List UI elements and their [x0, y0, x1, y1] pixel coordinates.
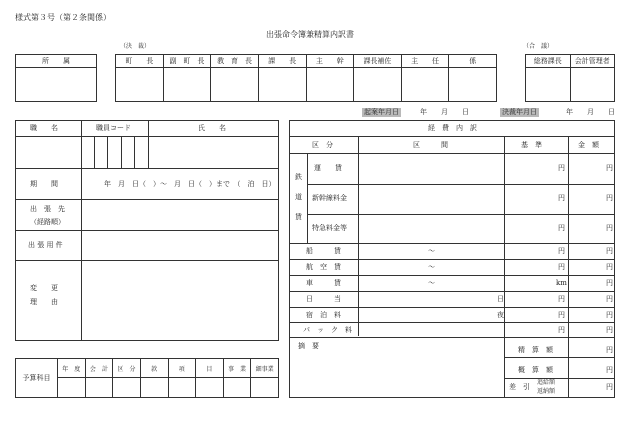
form-title: 出張命令簿兼精算内訳書 [266, 30, 354, 39]
budget-col: 事 業 [223, 359, 251, 378]
gougi-label: （合 議） [523, 43, 554, 50]
yen-unit: 円 [606, 194, 613, 202]
shokumei-label: 職 名 [30, 124, 58, 132]
kessai-col: 副 町 長 [163, 55, 211, 68]
other-row-label: 車 賃 [306, 279, 341, 287]
yen-unit: 円 [558, 164, 565, 172]
tekiyo-label: 摘 要 [298, 342, 319, 350]
budget-field[interactable] [196, 378, 224, 398]
budget-col: 区 分 [113, 359, 141, 378]
shimei-label: 氏 名 [198, 124, 226, 132]
riyu-label: 理 由 [30, 298, 58, 306]
seal-box[interactable] [570, 68, 615, 102]
other-row-label: 船 賃 [306, 247, 341, 255]
yen-unit: 円 [606, 279, 613, 287]
yen-unit: 円 [558, 311, 565, 319]
seal-box[interactable] [306, 68, 354, 102]
seal-box[interactable] [526, 68, 571, 102]
kian-date-label: 起案年月日 [364, 108, 399, 116]
yen-unit: 円 [606, 346, 613, 354]
seal-box[interactable] [449, 68, 497, 102]
yen-unit: 円 [606, 366, 613, 374]
gougi-table [525, 54, 615, 102]
seal-box[interactable] [116, 68, 164, 102]
budget-field[interactable] [85, 378, 113, 398]
rail-row-label: 運 賃 [314, 164, 342, 172]
shokuin-code-label: 職員コード [96, 124, 131, 132]
other-row-label: 宿 泊 料 [306, 311, 341, 319]
other-row-label: 日 当 [306, 295, 341, 303]
budget-field[interactable] [58, 378, 86, 398]
seal-box[interactable] [211, 68, 259, 102]
rail-row-label: 新幹線料金 [312, 194, 347, 202]
kessai-col: 課長補佐 [354, 55, 402, 68]
kessai-date-value[interactable]: 年 月 日 [566, 108, 615, 116]
seal-box[interactable] [354, 68, 402, 102]
other-row-label: パ ッ ク 料 [303, 326, 352, 334]
yen-unit: 円 [606, 295, 613, 303]
yen-unit: 円 [558, 247, 565, 255]
yen-unit: 円 [606, 247, 613, 255]
kessai-col: 教 育 長 [211, 55, 259, 68]
yen-unit: 円 [606, 263, 613, 271]
kessai-label: （決 裁） [120, 43, 151, 50]
budget-col: 年 度 [58, 359, 86, 378]
kotsuhi-char: 道 [295, 193, 302, 201]
shuccho-youken-field[interactable] [82, 231, 278, 259]
kotsuhi-char: 鉄 [295, 173, 302, 181]
shozoku-label: 所 属 [16, 55, 97, 68]
kessai-col: 係 [449, 55, 497, 68]
tilde: 〜 [428, 247, 435, 255]
yen-unit: 円 [558, 194, 565, 202]
gaisan2-label: 概 算 額 [518, 366, 553, 374]
other-row-label: 航 空 賃 [306, 263, 341, 271]
yen-unit: 円 [558, 263, 565, 271]
shuccho-saki-label: 出 張 先 [30, 205, 65, 213]
form-number: 様式第３号（第２条関係） [15, 13, 111, 22]
seal-box[interactable] [163, 68, 211, 102]
km-unit: km [556, 279, 567, 287]
shozoku-field[interactable] [16, 68, 97, 102]
budget-table [15, 358, 279, 398]
yen-unit: 円 [606, 164, 613, 172]
kikan-label: 期 間 [30, 180, 58, 188]
seal-box[interactable] [258, 68, 306, 102]
budget-col: 会 計 [85, 359, 113, 378]
budget-field[interactable] [168, 378, 196, 398]
kessai-col: 町 長 [116, 55, 164, 68]
yen-unit: 円 [606, 326, 613, 334]
yen-unit: 円 [606, 383, 613, 391]
kessai-table [115, 54, 497, 102]
yen-unit: 円 [606, 311, 613, 319]
budget-col: 款 [140, 359, 168, 378]
shokumei-field[interactable] [16, 137, 80, 167]
gougi-col: 総務課長 [526, 55, 571, 68]
henko-label: 変 更 [30, 284, 58, 292]
rail-row-label: 特急料金等 [312, 224, 347, 232]
kubun-header: 区 分 [312, 141, 333, 149]
henno-label: 返納額 [537, 388, 556, 395]
tilde: 〜 [428, 263, 435, 271]
kessai-col: 主 幹 [306, 55, 354, 68]
tilde: 〜 [428, 279, 435, 287]
kian-date-value[interactable]: 年 月 日 [420, 108, 469, 116]
kingaku-header: 金 額 [578, 141, 599, 149]
tsuika-label: 追給額 [537, 379, 556, 386]
budget-label: 予算科目 [16, 359, 58, 398]
henko-riyu-field[interactable] [82, 261, 278, 340]
sashihiki-label: 差 引 [509, 383, 530, 391]
budget-field[interactable] [140, 378, 168, 398]
kessai-col: 課 長 [258, 55, 306, 68]
kessai-date-label: 決裁年月日 [502, 108, 537, 116]
seal-box[interactable] [401, 68, 449, 102]
budget-field[interactable] [223, 378, 251, 398]
nichi-unit: 日 [497, 295, 504, 303]
yen-unit: 円 [606, 224, 613, 232]
shozoku-table [15, 54, 97, 102]
shuccho-youken-label: 出 張 用 件 [28, 241, 63, 249]
haku-unit: 夜 [497, 311, 504, 319]
yen-unit: 円 [558, 295, 565, 303]
budget-field[interactable] [251, 378, 279, 398]
gougi-col: 会計管理者 [570, 55, 615, 68]
kessai-col: 主 任 [401, 55, 449, 68]
keiro-jun-label: （経路順） [30, 218, 65, 226]
tekiyo-field[interactable] [290, 352, 503, 397]
budget-col: 目 [196, 359, 224, 378]
kukan-header: 区 間 [413, 141, 448, 149]
shuccho-saki-field[interactable] [82, 200, 278, 229]
budget-col: 細事業 [251, 359, 279, 378]
shimei-field[interactable] [149, 137, 278, 167]
yen-unit: 円 [558, 326, 565, 334]
kijun-header: 基 準 [521, 141, 542, 149]
yen-unit: 円 [558, 224, 565, 232]
expense-title: 経 費 内 訳 [428, 124, 477, 132]
kotsuhi-char: 賃 [295, 213, 302, 221]
gaisan-label: 精 算 額 [518, 346, 553, 354]
budget-col: 項 [168, 359, 196, 378]
budget-field[interactable] [113, 378, 141, 398]
kikan-value[interactable]: 年 月 日（ ）〜 月 日（ ）まで （ 泊 日） [104, 180, 276, 188]
